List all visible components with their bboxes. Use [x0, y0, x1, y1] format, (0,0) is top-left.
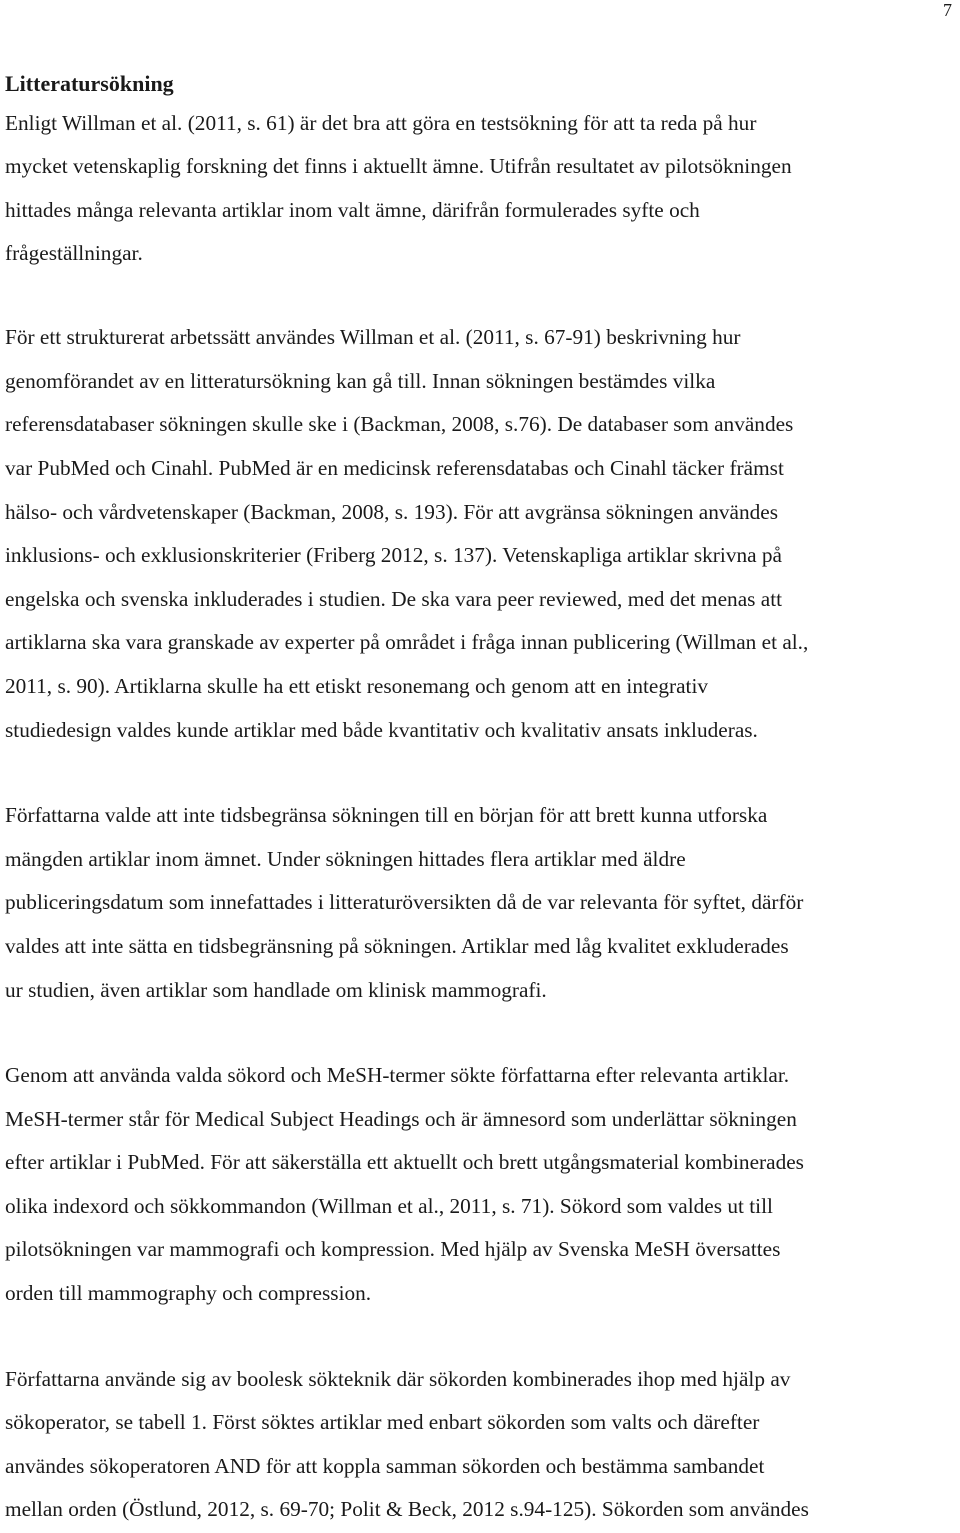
section-heading: Litteratursökning [5, 71, 174, 96]
paragraph-3 [5, 794, 955, 1012]
paragraph-spacer [5, 1316, 955, 1358]
paragraph-line: Författarna använde sig av boolesk sökteknik där sökorden kombinerades ihop med hjälp av [5, 1366, 791, 1391]
paragraph-line: pilotsökningen var mammografi och kompression. Med hjälp av Svenska MeSH översattes [5, 1237, 781, 1262]
paragraph-2 [5, 316, 955, 752]
paragraph-line: ur studien, även artiklar som handlade om klinisk mammografi. [5, 977, 547, 1002]
paragraph-line: publiceringsdatum som innefattades i litteraturöversikten då de var relevanta för syftet, därför [5, 890, 804, 915]
paragraph-line: Genom att använda valda sökord och MeSH-termer sökte författarna efter relevanta artiklar. [5, 1063, 790, 1088]
paragraph-line: sökoperator, se tabell 1. Först söktes artiklar med enbart sökorden som valts och därefter [5, 1410, 760, 1435]
paragraph-line: mängden artiklar inom ämnet. Under sökningen hittades flera artiklar med äldre [5, 846, 686, 871]
paragraph-line: genomförandet av en litteratursökning kan gå till. Innan sökningen bestämdes vilka [5, 368, 716, 393]
page-number: 7 [943, 0, 952, 20]
paragraph-line: användes sökoperatoren AND för att koppla samman sökorden och bestämma sambandet [5, 1453, 765, 1478]
paragraph-4 [5, 1054, 955, 1316]
paragraph-spacer [5, 752, 955, 794]
paragraph-line: mycket vetenskaplig forskning det finns i aktuellt ämne. Utifrån resultatet av pilotsökningen [5, 154, 792, 179]
paragraph-line: engelska och svenska inkluderades i studien. De ska vara peer reviewed, med det menas att [5, 586, 783, 611]
paragraph-line: valdes att inte sätta en tidsbegränsning på sökningen. Artiklar med låg kvalitet exkluderades [5, 933, 789, 958]
paragraph-line: hälso- och vårdvetenskaper (Backman, 2008, s. 193). För att avgränsa sökningen användes [5, 499, 778, 524]
paragraph-line: referensdatabaser sökningen skulle ske i (Backman, 2008, s.76). De databaser som användes [5, 412, 794, 437]
paragraph-line: efter artiklar i PubMed. För att säkerställa ett aktuellt och brett utgångsmaterial kombinerades [5, 1150, 804, 1175]
paragraph-line: Författarna valde att inte tidsbegränsa sökningen till en början för att brett kunna utforska [5, 803, 768, 828]
paragraph-line: Enligt Willman et al. (2011, s. 61) är det bra att göra en testsökning för att ta reda på hur [5, 111, 757, 135]
paragraph-line: För ett strukturerat arbetssätt användes Willman et al. (2011, s. 67-91) beskrivning hur [5, 325, 741, 350]
paragraph-spacer [5, 1012, 955, 1054]
paragraph-line: olika indexord och sökkommandon (Willman et al., 2011, s. 71). Sökord som valdes ut till [5, 1193, 773, 1218]
paragraph-line: 2011, s. 90). Artiklarna skulle ha ett etiskt resonemang och genom att en integrativ [5, 673, 709, 698]
paragraph-line: mellan orden (Östlund, 2012, s. 69-70; Polit & Beck, 2012 s.94-125). Sökorden som användes [5, 1497, 809, 1522]
paragraph-5 [5, 1358, 955, 1532]
paragraph-line: artiklarna ska vara granskade av experter på området i fråga innan publicering (Willman et al., [5, 630, 809, 655]
paragraph-line: frågeställningar. [5, 240, 143, 265]
paragraph-line: inklusions- och exklusionskriterier (Friberg 2012, s. 137). Vetenskapliga artiklar skrivna på [5, 543, 782, 568]
paragraph-1 [5, 102, 955, 275]
paragraph-line: hittades många relevanta artiklar inom valt ämne, därifrån formulerades syfte och [5, 197, 700, 222]
paragraph-line: var PubMed och Cinahl. PubMed är en medicinsk referensdatabas och Cinahl täcker främst [5, 455, 784, 480]
paragraph-line: studiedesign valdes kunde artiklar med både kvantitativ och kvalitativ ansats inkluderas. [5, 717, 758, 742]
paragraph-line: orden till mammography och compression. [5, 1281, 372, 1306]
document-body [5, 66, 955, 1532]
paragraph-spacer [5, 275, 955, 316]
paragraph-line: MeSH-termer står för Medical Subject Headings och är ämnesord som underlättar sökningen [5, 1106, 797, 1131]
